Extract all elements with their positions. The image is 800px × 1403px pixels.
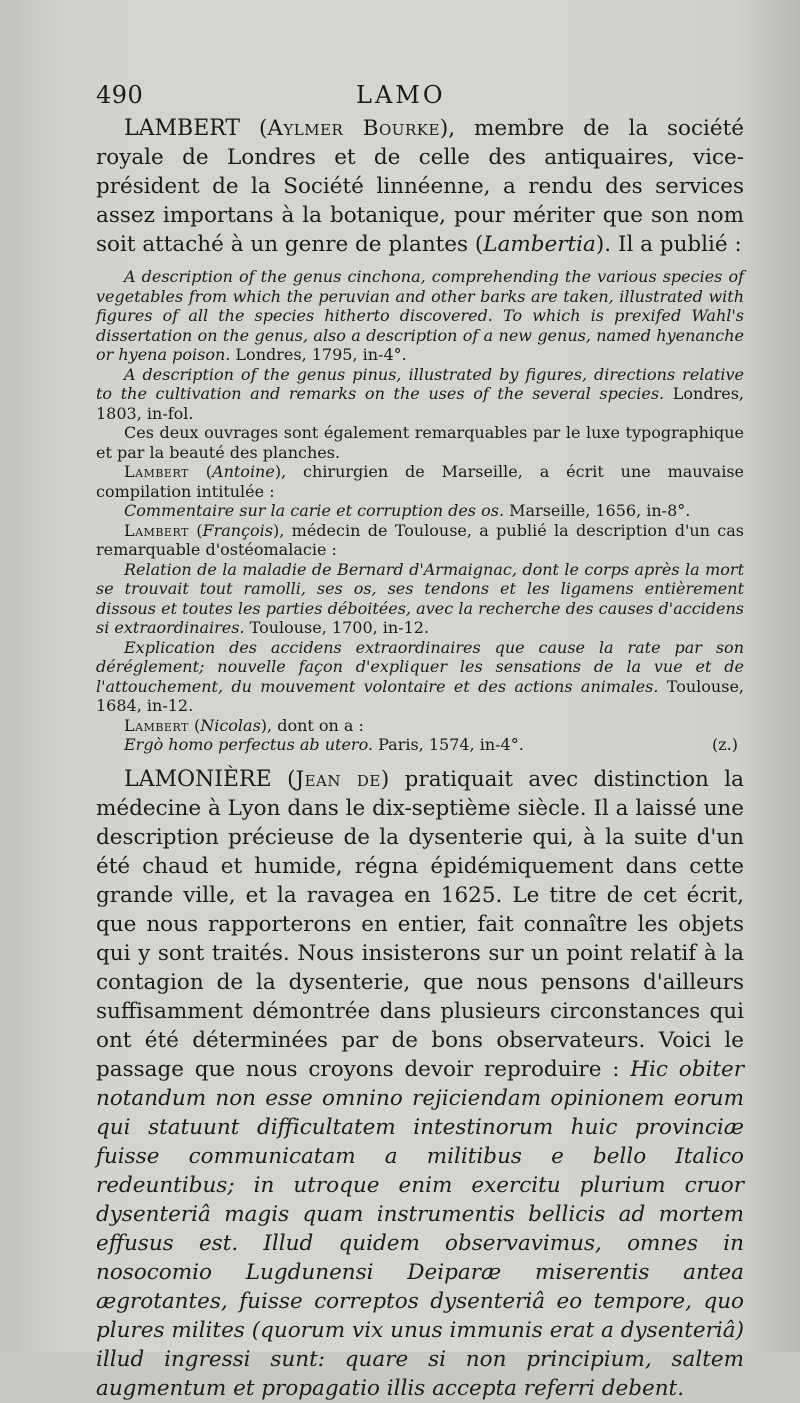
bibliography-item xyxy=(96,267,744,365)
work-publication: Toulouse, 1700, in-12. xyxy=(244,618,430,637)
genus-name: Lambertia xyxy=(483,232,596,257)
work-title: A description of the genus cinchona, comprehending the various species of vegetables from which the peruvian and other barks are taken, illustrated with figures of all the species hitherto discovered. To which is prexifed Wahl's dissertation on the genus, also a description of a new genus, named hyenanche or hyena poison. xyxy=(96,267,744,364)
entry-lambert-nicolas: Lambert (Nicolas), dont on a : xyxy=(124,715,364,735)
entry-surname: Lambert xyxy=(124,715,189,735)
entry-body: , membre de la société royale de Londres et de celle des antiquaires, vice-président de la Société linnéenne, a rendu des services assez importans à la botanique, pour mériter que son nom soit attaché à un genre de plantes ( xyxy=(96,116,744,257)
entry-lambert-francois: Lambert (François), médecin de Toulouse, a publié la description d'un cas remarquable d'ostéomalacie : xyxy=(96,520,745,559)
entry-body: ), dont on a : xyxy=(260,715,364,735)
work-publication: Paris, 1574, in-4°. xyxy=(373,735,524,754)
entry-body: pratiquait avec distinction la médecine à Lyon dans le dix-septième siècle. Il a laissé une description précieuse de la dysenterie qui, à la suite d'un été chaud et humide, régna épidémiquement dans cette grande ville, et la ravagea en 1625. Le titre de cet écrit, que nous rapporterons en entier, fait connaître les objets qui y sont traités. Nous insisterons sur un point relatif à la contagion de la dysenterie, que nous pensons d'ailleurs suffisamment démontrée dans plusieurs circonstances qui ont été déterminées par de bons observateurs. Voici le passage que nous croyons devoir reproduire : xyxy=(96,766,744,1082)
entry-lambert-aylmer: LAMBERT (Aylmer Bourke), membre de la société royale de Londres et de celle des antiquaires, vice-président de la Société linnéenne, a rendu des services assez importans à la botanique, pour mériter que son nom soit attaché à un genre de plantes (Lambertia). Il a publié : xyxy=(96,116,744,257)
work-title: Explication des accidens extraordinaires que cause la rate par son déréglement; nouvelle façon d'expliquer les sensations de la vue et de l'attouchement, du mouvement volontaire et des actions animales. xyxy=(96,637,744,696)
work-title: Commentaire sur la carie et corruption des os. xyxy=(124,501,505,520)
running-head: LAMO xyxy=(356,81,446,109)
page-header xyxy=(96,78,744,112)
work-publication: Londres, 1795, in-4°. xyxy=(230,345,407,364)
work-publication: Londres, 1803, in-fol. xyxy=(96,384,744,423)
bibliography-item xyxy=(96,365,744,424)
entry-headword: LAMBERT xyxy=(124,116,241,141)
bibliography-block xyxy=(96,267,744,755)
entry-forename: Nicolas xyxy=(200,715,261,735)
bibliography-item xyxy=(96,638,744,716)
bibliography-item xyxy=(96,501,744,521)
entry-lamoniere: LAMONIÈRE (Jean de) pratiquait avec distinction la médecine à Lyon dans le dix-septième siècle. Il a laissé une description précieuse de la dysenterie qui, à la suite d'un été chaud et humide, régna épidémiquement dans cette grande ville, et la ravagea en 1625. Le titre de cet écrit, que nous rapporterons en entier, fait connaître les objets qui y sont traités. Nous insisterons sur un point relatif à la contagion de la dysenterie, que nous pensons d'ailleurs suffisamment démontrée dans plusieurs circonstances qui ont été déterminées par de bons observateurs. Voici le passage que nous croyons devoir reproduire : Hic obiter notandum non esse omnino rejiciendam opinionem eorum qui statuunt difficultatem intestinorum huic provinciæ fuisse communicatam a militibus e bello Italico redeuntibus; in utroque enim exercitu plurium cruor dysenteriâ magis quam instrumentis bellicis ad mortem effusus est. Illud quidem observavimus, omnes in nosocomio Lugdunensi Deiparæ miserentis antea ægrotantes, fuisse correptos dysenteriâ eo tempore, quo plures milites (quorum vix unus immunis erat a dysenteriâ) illud ingressi sunt: quare si non principium, saltem augmentum et propagatio illis accepta referri debent. xyxy=(96,766,744,1401)
bibliography-item xyxy=(96,735,744,755)
entry-forename: Aylmer Bourke xyxy=(267,116,440,141)
entry-body: ), chirurgien de Marseille, a écrit une mauvaise compilation intitulée : xyxy=(96,462,745,501)
work-publication: Marseille, 1656, in-8°. xyxy=(504,501,691,520)
bibliography-note: Ces deux ouvrages sont également remarquables par le luxe typographique et par la beauté des planches. xyxy=(96,423,744,462)
work-title: Ergò homo perfectus ab utero. xyxy=(124,735,374,754)
entry-surname: Lambert xyxy=(124,462,189,481)
work-title: Relation de la maladie de Bernard d'Armaignac, dont le corps après la mort se trouvait tout ramolli, ses os, ses tendons et les ligamens entièrement dissous et toutes les parties déboitées, avec la recherche des causes d'accidens si extraordinaires. xyxy=(96,559,744,637)
entry-forename: François xyxy=(202,520,273,540)
work-publication: Toulouse, 1684, in-12. xyxy=(96,676,744,715)
entry-headword: LAMONIÈRE xyxy=(124,766,272,792)
entry-lambert-antoine: Lambert (Antoine), chirurgien de Marseille, a écrit une mauvaise compilation intitulée : xyxy=(96,462,745,501)
page-number: 490 xyxy=(96,81,144,109)
bibliography-item xyxy=(96,560,744,638)
entry-surname: Lambert xyxy=(124,520,189,540)
entry-forename: Antoine xyxy=(212,462,275,481)
entry-forename: Jean de xyxy=(295,766,381,792)
entry-body: ), médecin de Toulouse, a publié la description d'un cas remarquable d'ostéomalacie : xyxy=(96,520,745,559)
latin-quotation: Hic obiter notandum non esse omnino rejiciendam opinionem eorum qui statuunt difficultatem intestinorum huic provinciæ fuisse communicatam a militibus e bello Italico redeuntibus; in utroque enim exercitu plurium cruor dysenteriâ magis quam instrumentis bellicis ad mortem effusus est. Illud quidem observavimus, omnes in nosocomio Lugdunensi Deiparæ miserentis antea ægrotantes, fuisse correptos dysenteriâ eo tempore, quo plures milites (quorum vix unus immunis erat a dysenteriâ) illud ingressi sunt: quare si non principium, saltem augmentum et propagatio illis accepta referri debent. xyxy=(96,1056,744,1401)
author-credit: (z.) xyxy=(712,735,738,754)
work-title: A description of the genus pinus, illustrated by figures, directions relative to the cultivation and remarks on the uses of the several species. xyxy=(96,364,744,403)
